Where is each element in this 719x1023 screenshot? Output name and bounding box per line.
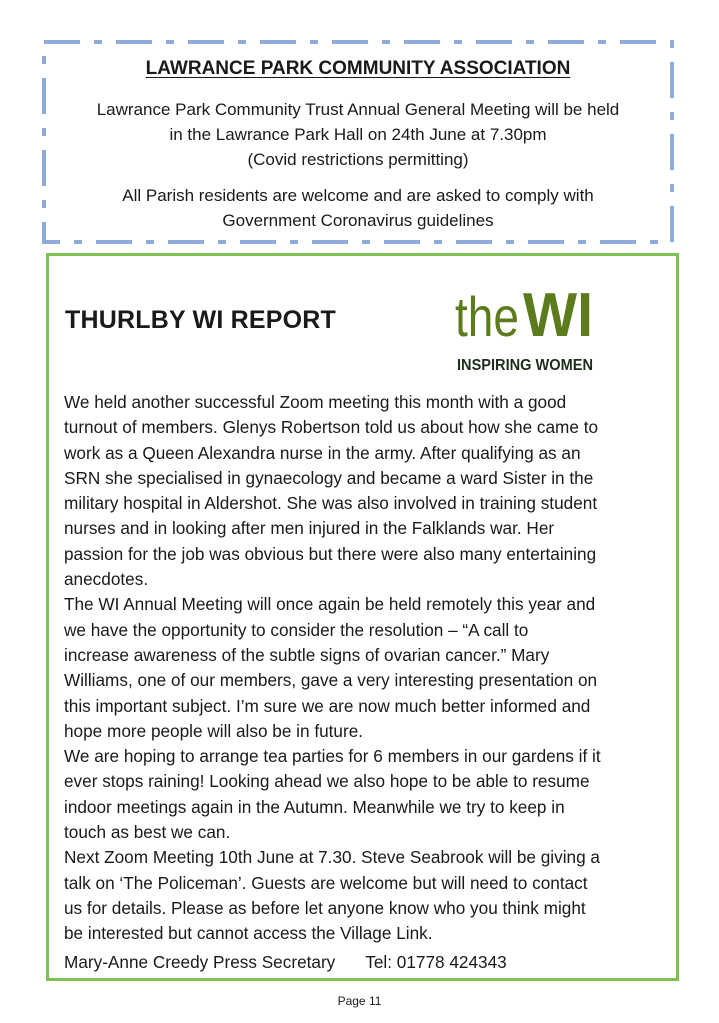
wi-report: [46, 253, 679, 981]
body-line: turnout of members. Glenys Robertson told us about how she came to: [64, 417, 599, 438]
body-line: be interested but cannot access the Village Link.: [64, 923, 433, 944]
telephone: Tel: 01778 424343: [365, 952, 507, 972]
logo-wi: WI: [523, 281, 593, 350]
signature-line: [64, 950, 507, 975]
body-line: anecdotes.: [64, 569, 149, 590]
body-line: increase awareness of the subtle signs of ovarian cancer.” Mary: [64, 644, 550, 665]
body-line: ever stops raining! Looking ahead we also hope to be able to resume: [64, 771, 590, 792]
body-line: passion for the job was obvious but there were also many entertaining: [64, 543, 597, 564]
body-line: work as a Queen Alexandra nurse in the army. After qualifying as an: [64, 442, 581, 463]
report-title: THURLBY WI REPORT: [65, 306, 336, 334]
notice-line: Lawrance Park Community Trust Annual General Meeting will be held: [96, 100, 620, 119]
body-line: We held another successful Zoom meeting this month with a good: [64, 392, 567, 412]
page-number: Page 11: [337, 994, 382, 1008]
body-line: this important subject. I’m sure we are now much better informed and: [64, 695, 591, 716]
signature: Mary-Anne Creedy Press Secretary: [64, 952, 336, 972]
body-line: touch as best we can.: [64, 822, 231, 843]
community-association-notice: [46, 44, 670, 240]
body-line: nurses and in looking after men injured in the Falklands war. Her: [64, 518, 555, 539]
body-line: SRN she specialised in gynaecology and became a ward Sister in the: [64, 467, 594, 488]
body-line: talk on ‘The Policeman’. Guests are welcome but will need to contact: [64, 872, 588, 893]
body-line: indoor meetings again in the Autumn. Meanwhile we try to keep in: [64, 796, 565, 817]
report-body: [64, 390, 601, 947]
body-line: Next Zoom Meeting 10th June at 7.30. Steve Seabrook will be giving a: [64, 847, 600, 868]
wi-logo: [453, 280, 598, 374]
community-title: LAWRANCE PARK COMMUNITY ASSOCIATION: [145, 58, 571, 79]
notice-line: All Parish residents are welcome and are asked to comply with: [122, 186, 594, 205]
body-line: us for details. Please as before let anyone know who you think might: [64, 897, 586, 918]
body-line: Williams, one of our members, gave a very interesting presentation on: [64, 670, 598, 691]
body-line: We are hoping to arrange tea parties for 6 members in our gardens if it: [64, 746, 601, 767]
body-line: we have the opportunity to consider the resolution – “A call to: [64, 619, 529, 640]
logo-tagline: INSPIRING WOMEN: [457, 357, 593, 374]
body-line: The WI Annual Meeting will once again be held remotely this year and: [64, 594, 596, 615]
notice-line: (Covid restrictions permitting): [247, 150, 469, 169]
notice-line: in the Lawrance Park Hall on 24th June at 7.30pm: [169, 125, 547, 144]
logo-the: the: [455, 285, 519, 348]
body-line: hope more people will also be in future.: [64, 720, 364, 741]
body-line: military hospital in Aldershot. She was also involved in training student: [64, 493, 598, 514]
notice-line: Government Coronavirus guidelines: [222, 211, 494, 230]
